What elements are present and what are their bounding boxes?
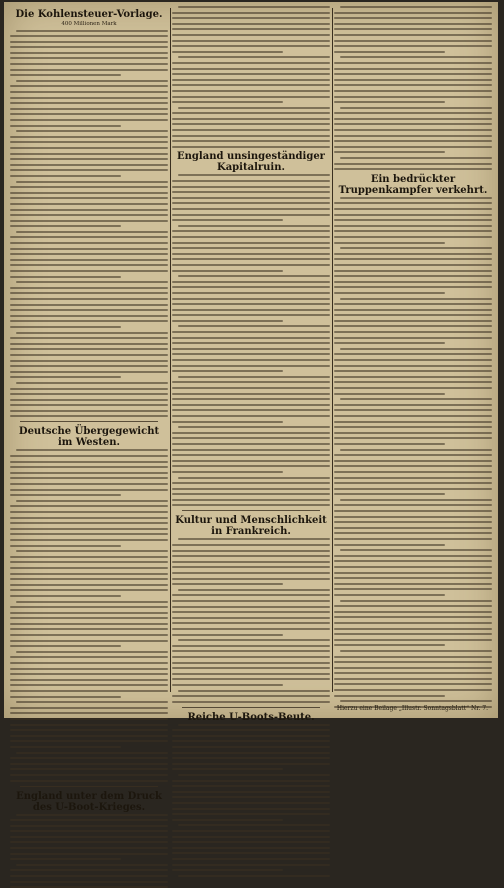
- article-headline: Reiche U-Boots-Beute.: [172, 712, 330, 723]
- article-body-illegible: [172, 724, 330, 877]
- article-body-illegible: [172, 538, 330, 702]
- article-separator: [182, 510, 320, 511]
- article-body-illegible: [10, 814, 168, 888]
- article-body-illegible: [10, 449, 168, 781]
- article-subheadline: 400 Millionen Mark: [10, 21, 168, 28]
- article: [334, 6, 492, 170]
- article: [172, 515, 330, 702]
- article-headline: England unter dem Druck des U-Boot-Krieges.: [10, 791, 168, 813]
- article-headline: Kultur und Menschlichkeit in Frankreich.: [172, 515, 330, 537]
- column-rule: [170, 8, 171, 692]
- article-separator: [20, 421, 158, 422]
- article-headline: Ein bedrückter Truppenkampfer verkehrt.: [334, 174, 492, 196]
- article: [10, 791, 168, 888]
- column-3: [334, 6, 492, 696]
- footer-note: Hierzu eine Beilage „Illustr. Sonntagsblatt“ Nr. 7.: [337, 705, 488, 712]
- article: [172, 712, 330, 877]
- column-rule: [332, 8, 333, 692]
- article-body-illegible: [172, 174, 330, 506]
- newspaper-page: [4, 2, 498, 718]
- article-separator: [20, 786, 158, 787]
- article-body-illegible: [172, 6, 330, 148]
- article: [334, 174, 492, 708]
- article: [10, 9, 168, 417]
- article: [172, 151, 330, 506]
- article: [172, 6, 330, 148]
- article-body-illegible: [10, 30, 168, 418]
- article: [10, 426, 168, 781]
- column-2: [172, 6, 330, 696]
- column-1: [10, 6, 168, 696]
- article-headline: Die Kohlensteuer-Vorlage.: [10, 9, 168, 20]
- article-separator: [182, 707, 320, 708]
- article-headline: Deutsche Übergegewicht im Westen.: [10, 426, 168, 448]
- article-body-illegible: [334, 197, 492, 708]
- article-body-illegible: [334, 6, 492, 170]
- article-headline: England unsingeständiger Kapitalruin.: [172, 151, 330, 173]
